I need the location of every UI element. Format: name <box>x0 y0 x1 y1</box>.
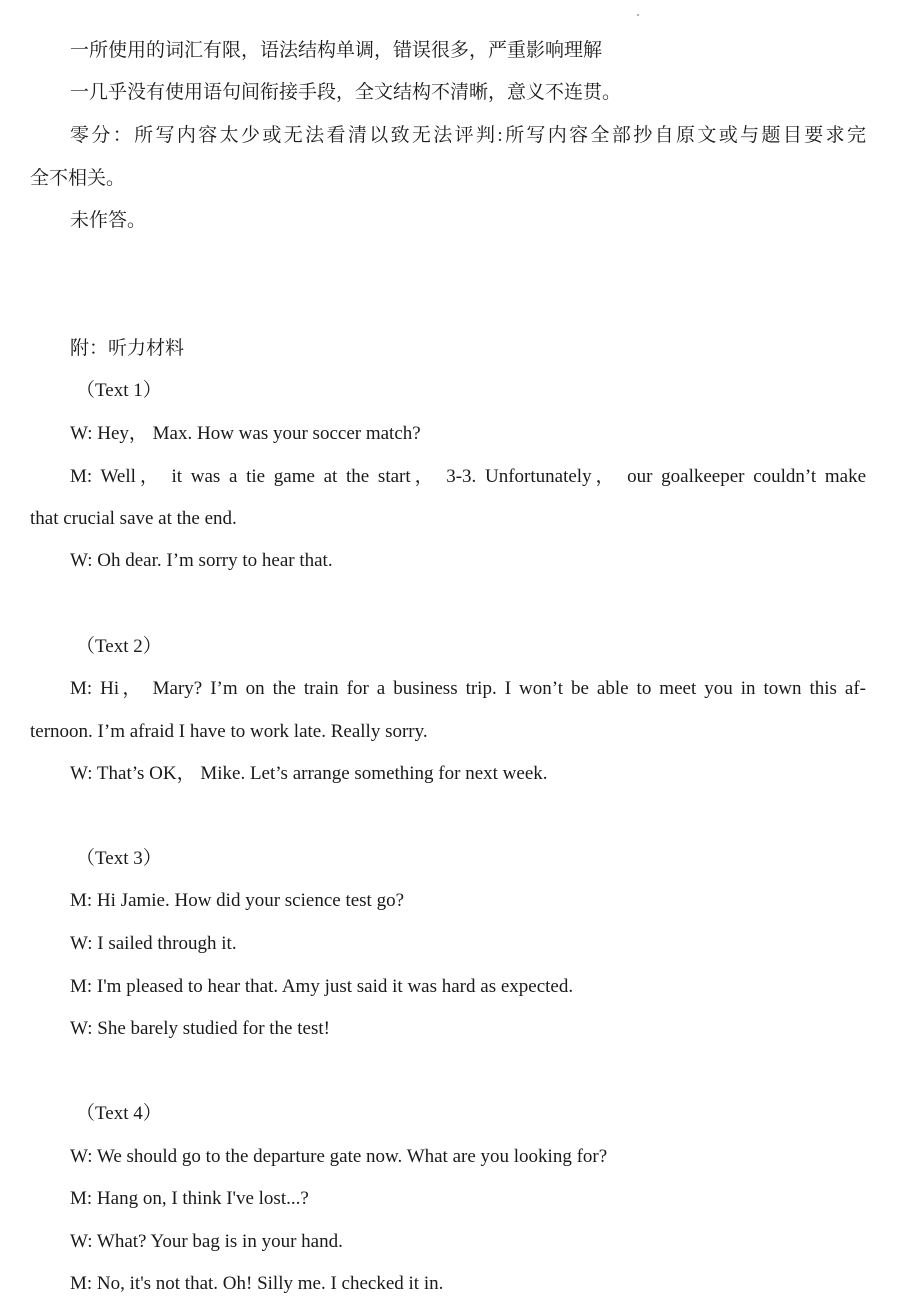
text-2-line-2: ternoon. I’m afraid I have to work late. Really sorry. <box>30 721 428 742</box>
text-3-line-2: W: I sailed through it. <box>70 933 237 954</box>
text-4-line-1: W: We should go to the departure gate now. What are you looking for? <box>70 1146 608 1167</box>
scoring-zero-score-line2: 全不相关。 <box>30 168 126 189</box>
text-4-label: （Text 4） <box>76 1103 162 1124</box>
scoring-criterion-vocabulary: 一所使用的词汇有限，语法结构单调，错误很多，严重影响理解 <box>70 40 603 61</box>
text-3-line-1: M: Hi Jamie. How did your science test go? <box>70 890 405 911</box>
text-3-line-3: M: I'm pleased to hear that. Amy just said it was hard as expected. <box>70 976 574 997</box>
text-1-line-3: that crucial save at the end. <box>30 508 237 529</box>
text-1-line-2: M: Well， it was a tie game at the start， 3-3. Unfortunately， our goalkeeper couldn’t make <box>70 466 866 487</box>
scoring-criterion-cohesion: 一几乎没有使用语句间衔接手段，全文结构不清晰，意义不连贯。 <box>70 82 622 103</box>
text-3-label: （Text 3） <box>76 848 162 869</box>
scan-speck <box>637 14 639 16</box>
scoring-zero-score-line1: 零分：所写内容太少或无法看清以致无法评判:所写内容全部抄自原文或与题目要求完 <box>70 125 866 146</box>
text-1-label: （Text 1） <box>76 380 162 401</box>
scoring-no-answer: 未作答。 <box>70 210 147 231</box>
text-2-line-1: M: Hi， Mary? I’m on the train for a business trip. I won’t be able to meet you in town this af- <box>70 678 866 699</box>
text-2-label: （Text 2） <box>76 636 162 657</box>
text-4-line-4: M: No, it's not that. Oh! Silly me. I checked it in. <box>70 1273 444 1294</box>
appendix-title: 附：听力材料 <box>70 338 185 359</box>
text-2-line-3: W: That’s OK， Mike. Let’s arrange something for next week. <box>70 763 548 784</box>
text-4-line-2: M: Hang on, I think I've lost...? <box>70 1188 309 1209</box>
text-4-line-3: W: What? Your bag is in your hand. <box>70 1231 343 1252</box>
text-1-line-1: W: Hey， Max. How was your soccer match? <box>70 423 421 444</box>
text-1-line-4: W: Oh dear. I’m sorry to hear that. <box>70 550 333 571</box>
text-3-line-4: W: She barely studied for the test! <box>70 1018 330 1039</box>
